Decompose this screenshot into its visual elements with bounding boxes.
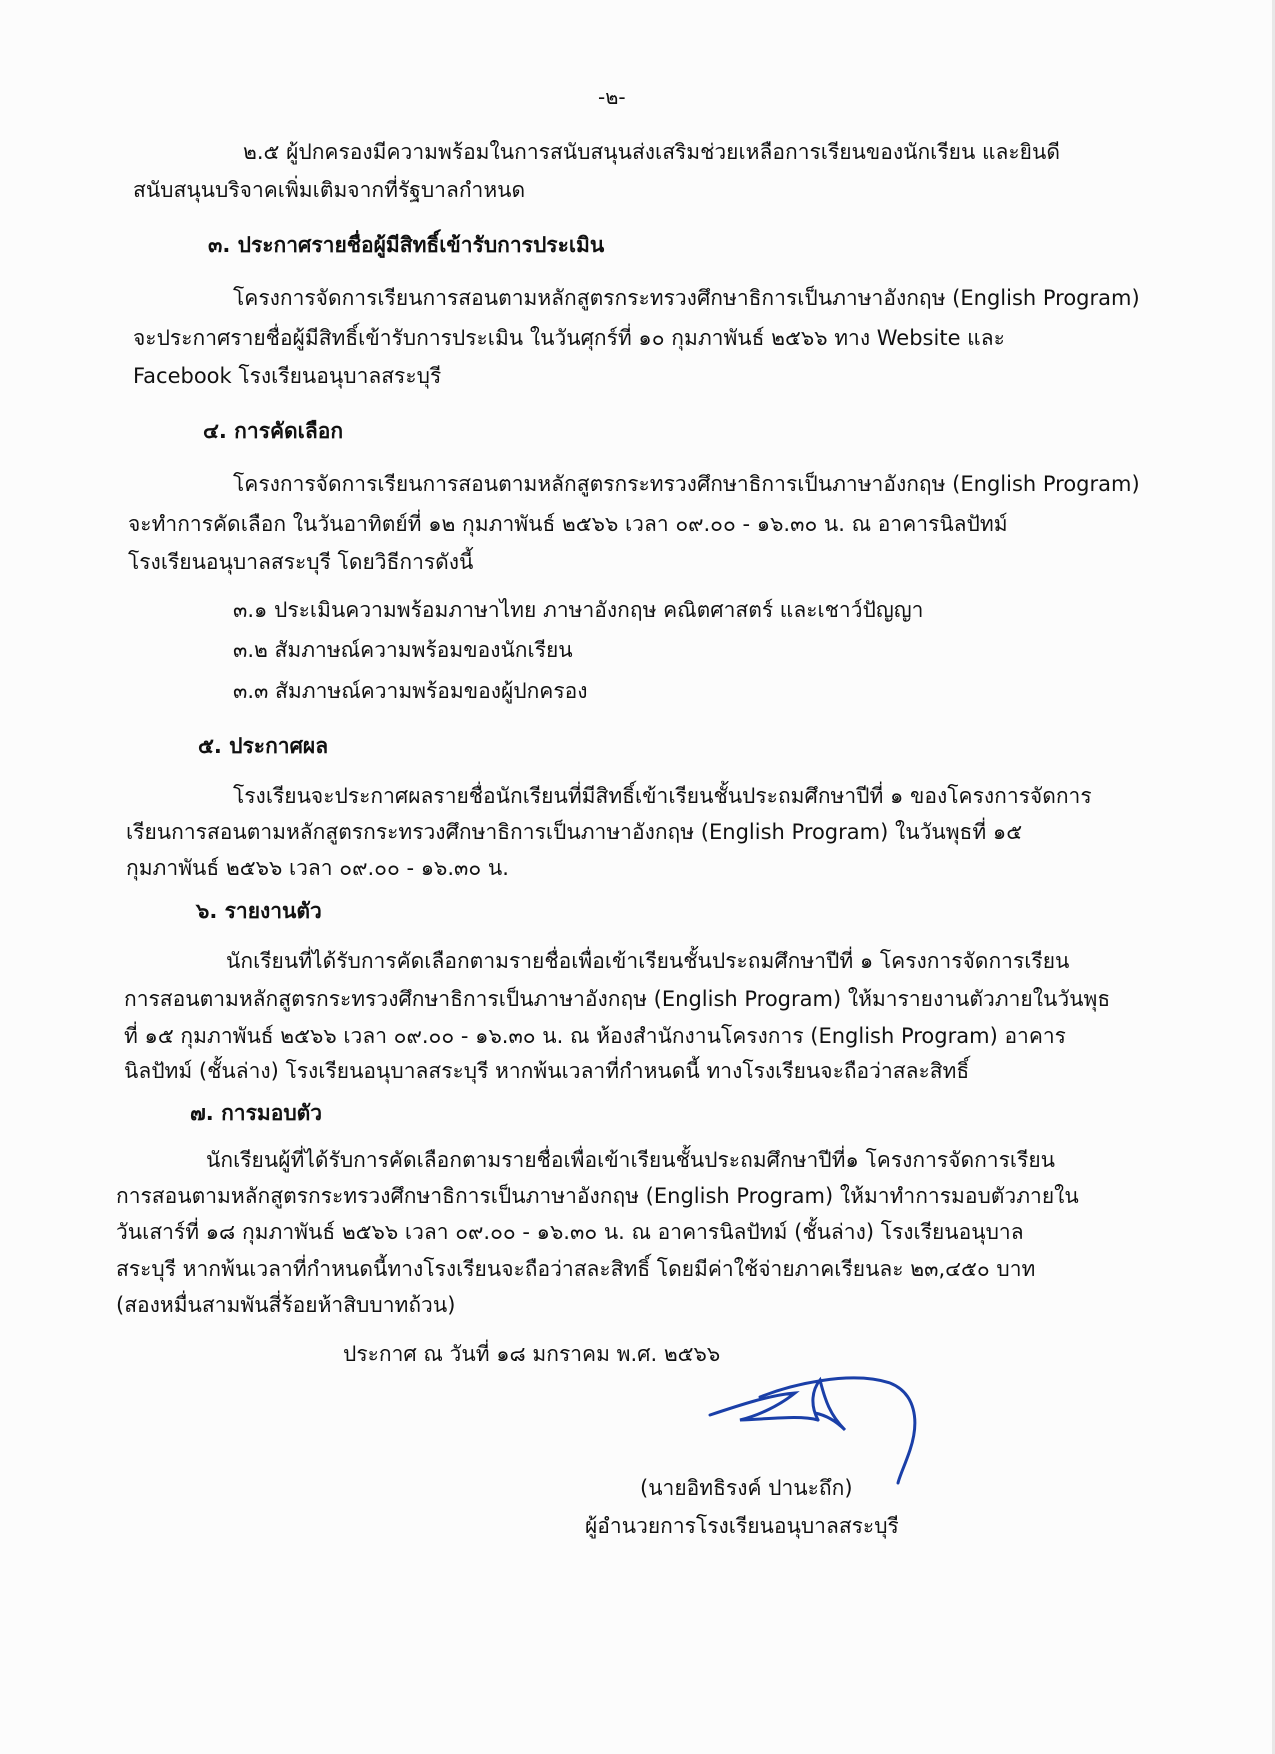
section-7-line-5: (สองหมื่นสามพันสี่ร้อยห้าสิบบาทถ้วน) (116, 1293, 456, 1317)
section-3-line-2: จะประกาศรายชื่อผู้มีสิทธิ์เข้ารับการประเมิน ในวันศุกร์ที่ ๑๐ กุมภาพันธ์ ๒๕๖๖ ทาง Website และ (133, 326, 1005, 350)
section-6-line-4: นิลปัทม์ (ชั้นล่าง) โรงเรียนอนุบาลสระบุรี หากพ้นเวลาที่กำหนดนี้ ทางโรงเรียนจะถือว่าสละสิทธิ์ (124, 1059, 970, 1083)
section-3-heading: ๓. ประกาศรายชื่อผู้มีสิทธิ์เข้ารับการประเมิน (208, 233, 605, 257)
announcement-date: ประกาศ ณ วันที่ ๑๘ มกราคม พ.ศ. ๒๕๖๖ (343, 1342, 721, 1366)
section-6-heading: ๖. รายงานตัว (196, 899, 322, 923)
section-5-line-1: โรงเรียนจะประกาศผลรายชื่อนักเรียนที่มีสิทธิ์เข้าเรียนชั้นประถมศึกษาปีที่ ๑ ของโครงการจัดการ (233, 784, 1092, 808)
section-5-heading: ๕. ประกาศผล (198, 734, 329, 758)
section-7-line-4: สระบุรี หากพ้นเวลาที่กำหนดนี้ทางโรงเรียนจะถือว่าสละสิทธิ์ โดยมีค่าใช้จ่ายภาคเรียนละ ๒๓,๔๕๐ บาท (116, 1257, 1036, 1281)
section-4-line-2: จะทำการคัดเลือก ในวันอาทิตย์ที่ ๑๒ กุมภาพันธ์ ๒๕๖๖ เวลา ๐๙.๐๐ - ๑๖.๓๐ น. ณ อาคารนิลปัทม์ (128, 512, 1008, 536)
handwritten-signature (700, 1375, 940, 1485)
section-3-line-3: Facebook โรงเรียนอนุบาลสระบุรี (133, 364, 442, 388)
section-4-heading: ๔. การคัดเลือก (203, 419, 344, 443)
section-7-line-1: นักเรียนผู้ที่ได้รับการคัดเลือกตามรายชื่อเพื่อเข้าเรียนชั้นประถมศึกษาปีที่๑ โครงการจัดการเรียน (206, 1148, 1055, 1172)
page-number: -๒- (598, 85, 626, 109)
section-7-heading: ๗. การมอบตัว (190, 1101, 323, 1125)
section-7-line-3: วันเสาร์ที่ ๑๘ กุมภาพันธ์ ๒๕๖๖ เวลา ๐๙.๐๐ - ๑๖.๓๐ น. ณ อาคารนิลปัทม์ (ชั้นล่าง) โรงเรียนอนุบาล (116, 1220, 1024, 1244)
section-4-line-3: โรงเรียนอนุบาลสระบุรี โดยวิธีการดังนี้ (128, 550, 474, 574)
section-5-line-3: กุมภาพันธ์ ๒๕๖๖ เวลา ๐๙.๐๐ - ๑๖.๓๐ น. (126, 856, 509, 880)
section-4-item-3: ๓.๓ สัมภาษณ์ความพร้อมของผู้ปกครอง (233, 679, 588, 703)
section-7-line-2: การสอนตามหลักสูตรกระทรวงศึกษาธิการเป็นภาษาอังกฤษ (English Program) ให้มาทำการมอบตัวภายใน (116, 1184, 1079, 1208)
section-3-line-1: โครงการจัดการเรียนการสอนตามหลักสูตรกระทรวงศึกษาธิการเป็นภาษาอังกฤษ (English Program) (233, 286, 1140, 310)
section-6-line-1: นักเรียนที่ได้รับการคัดเลือกตามรายชื่อเพื่อเข้าเรียนชั้นประถมศึกษาปีที่ ๑ โครงการจัดการเรียน (226, 949, 1070, 973)
section-6-line-3: ที่ ๑๕ กุมภาพันธ์ ๒๕๖๖ เวลา ๐๙.๐๐ - ๑๖.๓๐ น. ณ ห้องสำนักงานโครงการ (English Program) อาคาร (124, 1024, 1066, 1048)
section-4-item-2: ๓.๒ สัมภาษณ์ความพร้อมของนักเรียน (233, 638, 573, 662)
section-4-line-1: โครงการจัดการเรียนการสอนตามหลักสูตรกระทรวงศึกษาธิการเป็นภาษาอังกฤษ (English Program) (233, 472, 1140, 496)
section-6-line-2: การสอนตามหลักสูตรกระทรวงศึกษาธิการเป็นภาษาอังกฤษ (English Program) ให้มารายงานตัวภายในวันพุธ (124, 987, 1111, 1011)
section-5-line-2: เรียนการสอนตามหลักสูตรกระทรวงศึกษาธิการเป็นภาษาอังกฤษ (English Program) ในวันพุธที่ ๑๕ (126, 820, 1023, 844)
signatory-name: (นายอิทธิรงค์ ปานะถึก) (640, 1476, 853, 1500)
section-2-5-line-1: ๒.๕ ผู้ปกครองมีความพร้อมในการสนับสนุนส่งเสริมช่วยเหลือการเรียนของนักเรียน และยินดี (243, 140, 1060, 164)
section-4-item-1: ๓.๑ ประเมินความพร้อมภาษาไทย ภาษาอังกฤษ คณิตศาสตร์ และเชาว์ปัญญา (233, 598, 924, 622)
section-2-5-line-2: สนับสนุนบริจาคเพิ่มเติมจากที่รัฐบาลกำหนด (133, 178, 526, 202)
signatory-title: ผู้อำนวยการโรงเรียนอนุบาลสระบุรี (585, 1514, 899, 1538)
